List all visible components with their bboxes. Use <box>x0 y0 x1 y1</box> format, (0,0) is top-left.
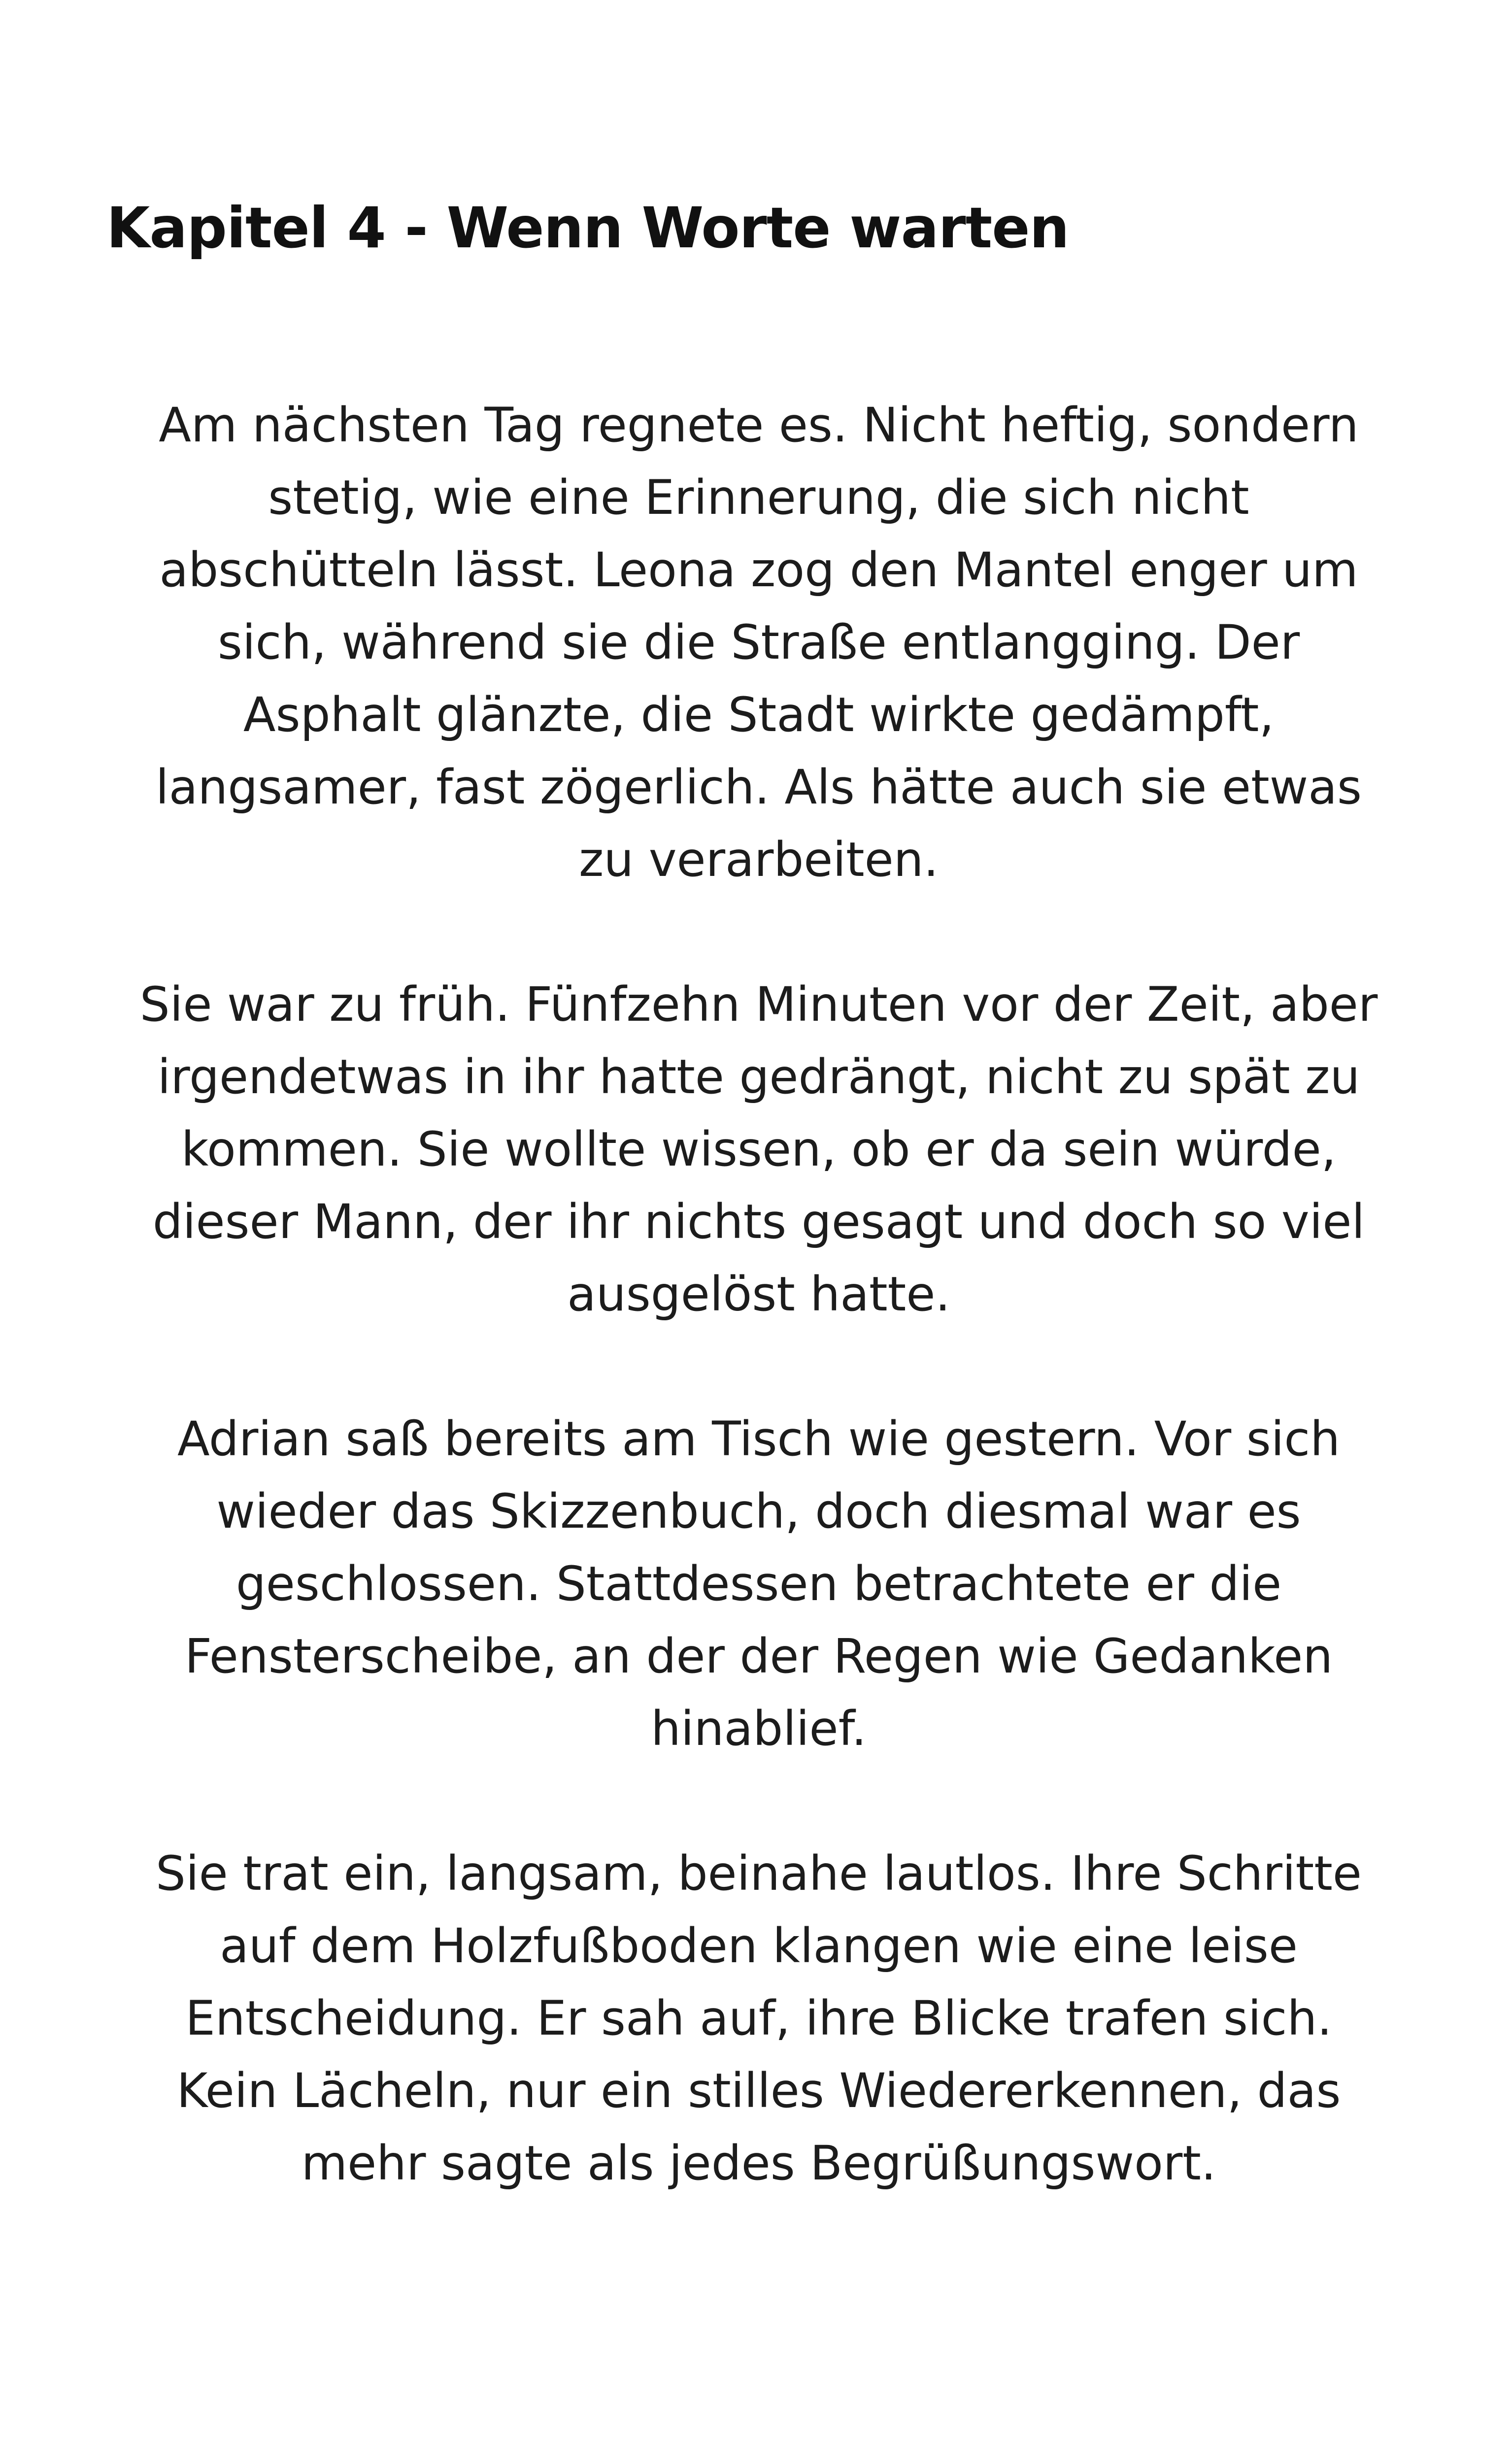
chapter-title: Kapitel 4 - Wenn Worte warten <box>106 195 1069 261</box>
text-line: sich, während sie die Straße entlangging. Der <box>217 615 1300 670</box>
text-line: stetig, wie eine Erinnerung, die sich nicht <box>268 470 1249 525</box>
text-line: hinablief. <box>651 1701 867 1756</box>
paragraph-1 <box>94 389 1424 896</box>
text-line: kommen. Sie wollte wissen, ob er da sein würde, <box>181 1122 1337 1177</box>
paragraph-2 <box>94 969 1424 1331</box>
text-line: mehr sagte als jedes Begrüßungswort. <box>301 2136 1216 2191</box>
text-line: abschütteln lässt. Leona zog den Mantel enger um <box>159 542 1358 598</box>
text-line: Adrian saß bereits am Tisch wie gestern. Vor sich <box>177 1411 1341 1467</box>
text-line: wieder das Skizzenbuch, doch diesmal war es <box>216 1484 1301 1539</box>
paragraph-4 <box>94 1838 1424 2200</box>
text-line: dieser Mann, der ihr nichts gesagt und doch so viel <box>152 1194 1365 1249</box>
text-line: Sie trat ein, langsam, beinahe lautlos. Ihre Schritte <box>156 1846 1362 1901</box>
chapter-body <box>94 389 1424 2272</box>
text-line: langsamer, fast zögerlich. Als hätte auch sie etwas <box>155 760 1362 815</box>
text-line: geschlossen. Stattdessen betrachtete er die <box>235 1556 1282 1611</box>
text-line: Entscheidung. Er sah auf, ihre Blicke trafen sich. <box>185 1991 1332 2046</box>
text-line: Sie war zu früh. Fünfzehn Minuten vor der Zeit, aber <box>139 977 1378 1032</box>
paragraph-3 <box>94 1403 1424 1765</box>
text-line: Asphalt glänzte, die Stadt wirkte gedämpft, <box>243 687 1275 742</box>
text-line: ausgelöst hatte. <box>567 1267 950 1322</box>
text-line: auf dem Holzfußboden klangen wie eine leise <box>220 1918 1298 1974</box>
text-line: zu verarbeiten. <box>578 832 939 887</box>
text-line: irgendetwas in ihr hatte gedrängt, nicht zu spät zu <box>157 1049 1360 1105</box>
text-line: Kein Lächeln, nur ein stilles Wiedererkennen, das <box>176 2063 1341 2118</box>
text-line: Am nächsten Tag regnete es. Nicht heftig, sondern <box>159 398 1359 453</box>
text-line: Fensterscheibe, an der der Regen wie Gedanken <box>184 1629 1333 1684</box>
